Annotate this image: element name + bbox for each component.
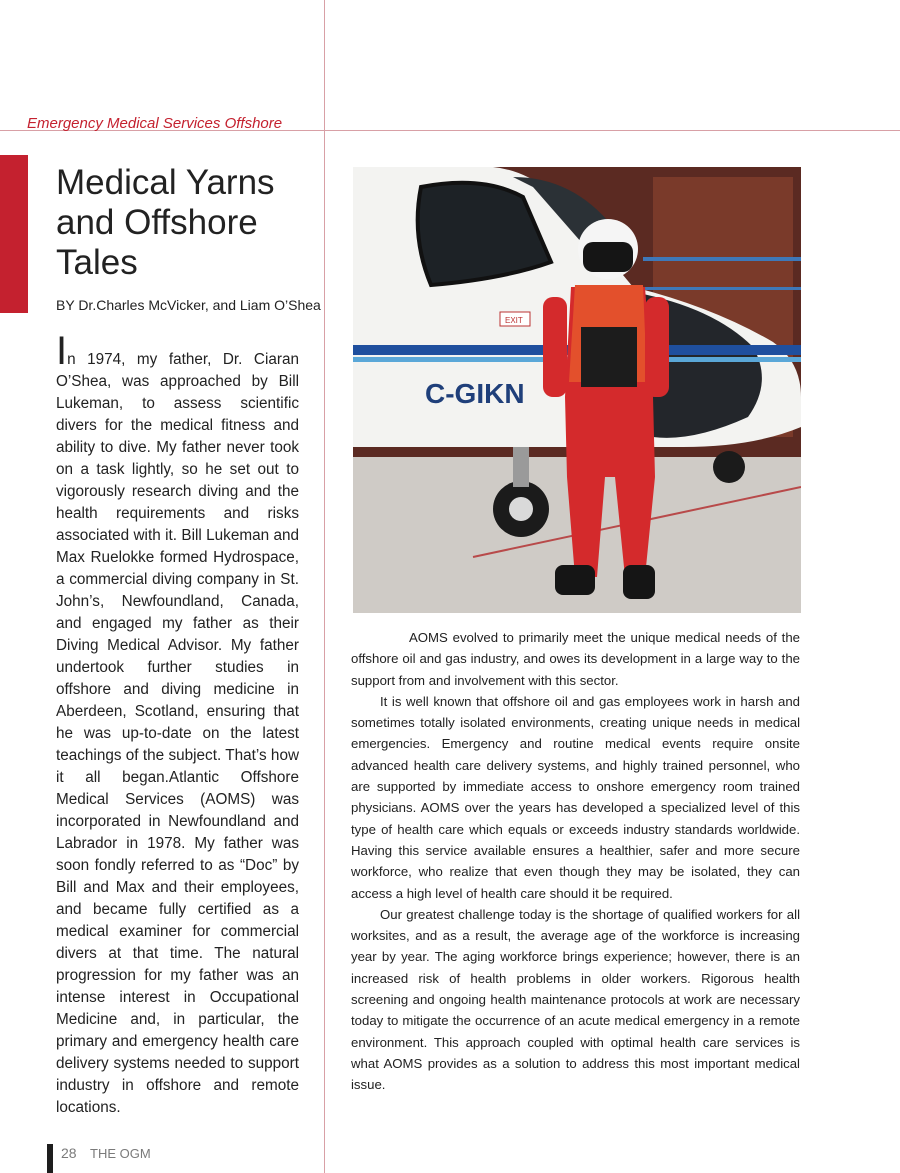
drop-cap: I [56,329,68,373]
section-label: Emergency Medical Services Offshore [27,115,283,132]
crew-boot-right [623,565,655,599]
footer-accent-bar [47,1144,53,1173]
landing-strut [513,447,529,487]
intro-text: n 1974, my father, Dr. Ciaran O’Shea, was approached by Bill Lukeman, to assess scientific divers for the medical fitness and ability to dive. My father never took on a task lightly, so he set out to vigorously research diving and the health requirements and risks associated with it. Bill Lukeman and Max Ruelokke formed Hydrospace, a commercial diving company in St. John’s, Newfoundland, Canada, and engaged my father as their Diving Medical Advisor. My father undertook further studies in offshore and diving medicine in Aberdeen, Scotland, ensuring that he was up-to-date on the latest teachings of the subject. That’s how it all began.Atlantic Offshore Medical Services (AOMS) was incorporated in Newfoundland and Labrador in 1978. My father was soon fondly referred to as “Doc” by Bill and Max and their employees, and became fully certified as a medical examiner for commercial divers at that time. The natural progression for my father was an intense interest in Occupational Medicine and, in particular, the primary and emergency health care delivery systems needed to support industry in offshore and remote locations. [56,351,299,1116]
body-paragraph: AOMS evolved to primarily meet the unique medical needs of the offshore oil and gas industry, and owes its development in a large way to the support from and involvement with this sector. [351,630,800,688]
crew-harness [581,327,637,387]
wheel-right [713,451,745,483]
title-accent-bar [0,155,28,313]
column-divider-vertical [324,0,325,1173]
intro-column [56,329,299,1119]
body-paragraph: It is well known that offshore oil and gas employees work in harsh and sometimes totally isolated environments, creating unique needs in medical emergencies. Emergency and routine medical events require onsite advanced health care delivery systems, and highly trained personnel, who are supported by immediate access to onshore emergency room trained physicians. AOMS over the years has developed a specialized level of this type of health care which equals or exceeds industry standards worldwide. Having this service available ensures a healthier, safer and more secure workforce, who realize that even though they may be isolated, they can access a high level of health care should it be required. [351,693,800,901]
wheel-left-hub [509,497,533,521]
registration-text: C-GIKN [425,378,525,409]
crew-boot-left [555,565,595,595]
article-title: Medical Yarns and Offshore Tales [56,163,275,282]
helmet-visor [583,242,633,272]
crew-arm-left [543,297,567,397]
crew-arm-right [645,297,669,397]
body-paragraph: Our greatest challenge today is the shortage of qualified workers for all worksites, and as a result, the average age of the workforce is increasing year by year. The aging workforce brings experience; however, there is an increased risk of health problems in older workers. Rigorous health screening and ongoing health maintenance protocols at work are necessary today to mitigate the occurrence of an acute medical emergency in a remote environment. This approach coupled with optimal health care services is what AOMS provides as a solution to address this most important medical issue. [351,906,800,1093]
article-byline: BY Dr.Charles McVicker, and Liam O’Shea [56,297,321,313]
body-column [351,627,800,1096]
hangar-railing-lower [643,287,801,290]
hangar-railing [643,257,801,261]
page-number: 28 [61,1145,77,1161]
exit-sign-text: EXIT [505,316,523,325]
magazine-name: THE OGM [90,1146,151,1161]
helicopter-crew-photo [353,167,801,613]
